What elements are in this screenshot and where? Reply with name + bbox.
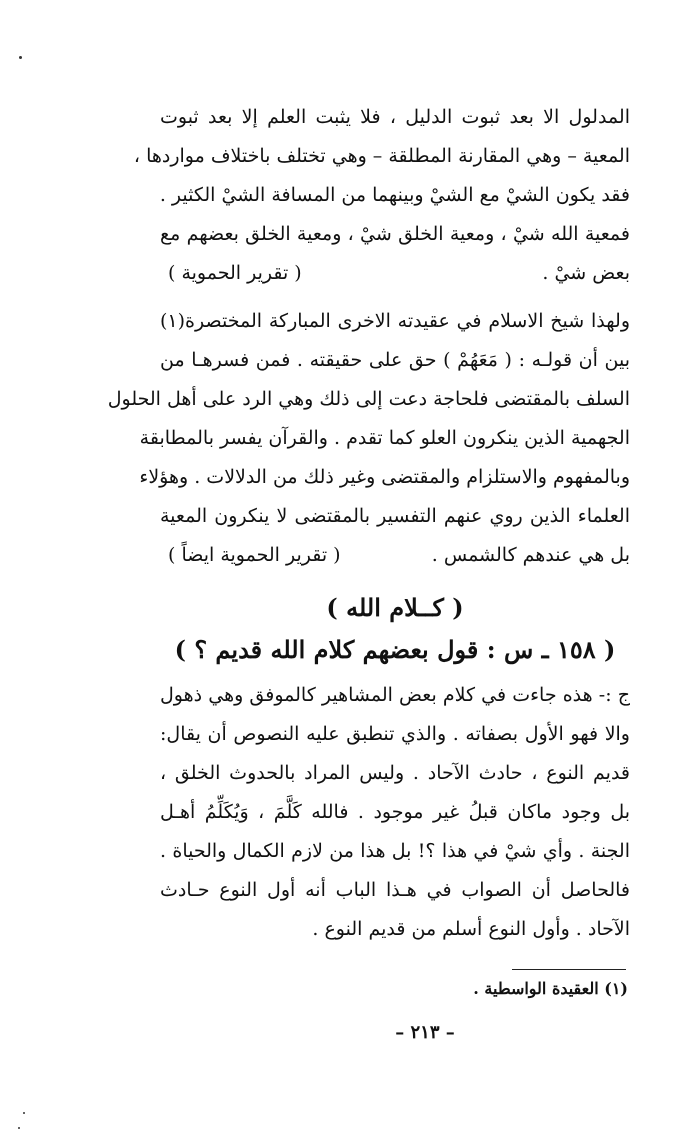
scan-speck bbox=[18, 1127, 20, 1129]
paragraph-maiya bbox=[133, 98, 630, 293]
text-line: بين أن قولـه : ( مَعَهُمْ ) حق على حقيقته . فمن فسرهـا من bbox=[160, 349, 630, 371]
text-line: والا فهو الأول بصفاته . والذي تنطبق عليه النصوص أن يقال: bbox=[160, 723, 630, 745]
text-line: ولهذا شيخ الاسلام في عقيدته الاخرى المباركة المختصرة(١) bbox=[160, 310, 630, 332]
paragraph-answer bbox=[160, 676, 630, 949]
text-line-end: بعض شيْ . bbox=[542, 262, 630, 284]
text-line: الجنة . وأي شيْ في هذا ؟! بل هذا من لازم الكمال والحياة . bbox=[160, 840, 630, 862]
text-line: الجهمية الذين ينكرون العلو كما تقدم . والقرآن يفسر بالمطابقة bbox=[139, 427, 630, 449]
text-line: السلف بالمقتضى فلحاجة دعت إلى ذلك وهي الرد على أهل الحلول bbox=[107, 388, 630, 410]
scan-speck bbox=[19, 56, 22, 59]
text-line: المدلول الا بعد ثبوت الدليل ، فلا يثبت العلم إلا بعد ثبوت bbox=[160, 106, 630, 128]
citation-source: ( تقرير الحموية ) bbox=[168, 262, 302, 284]
paragraph-sheikh-al-islam bbox=[107, 302, 630, 575]
text-line: بل وجود ماكان قبلُ غير موجود . فالله كَلَّمَ ، وَيُكَلِّمُ أهـل bbox=[160, 801, 630, 823]
text-line: ج :- هذه جاءت في كلام بعض المشاهير كالموفق وهي ذهول bbox=[160, 684, 630, 706]
scan-speck bbox=[23, 1112, 25, 1114]
text-line: وبالمفهوم والاستلزام والمقتضى وغير ذلك من الدلالات . وهؤلاء bbox=[139, 466, 630, 488]
citation-source: ( تقرير الحموية ايضاً ) bbox=[168, 544, 341, 566]
section-heading: ( كــلام الله ) bbox=[326, 593, 464, 622]
text-line: العلماء الذين روي عنهم التفسير بالمقتضى لا ينكرون المعية bbox=[160, 505, 630, 527]
footnote: (١) العقيدة الواسطية . bbox=[473, 979, 628, 998]
text-line: قديم النوع ، حادث الآحاد . وليس المراد بالحدوث الخلق ، bbox=[160, 762, 630, 784]
text-line: فقد يكون الشيْ مع الشيْ وبينهما من المسافة الشيْ الكثير . bbox=[159, 184, 630, 206]
text-line: فمعية الله شيْ ، ومعية الخلق شيْ ، ومعية الخلق بعضهم مع bbox=[160, 223, 630, 245]
text-line: فالحاصل أن الصواب في هـذا الباب أنه أول النوع حـادث bbox=[160, 879, 630, 901]
text-line: الآحاد . وأول النوع أسلم من قديم النوع . bbox=[312, 918, 630, 940]
page-number: – ٢١٣ – bbox=[395, 1022, 455, 1043]
question-heading: ( ١٥٨ ـ س : قول بعضهم كلام الله قديم ؟ ) bbox=[174, 635, 616, 664]
text-line-with-citation bbox=[160, 536, 630, 575]
footnote-divider bbox=[512, 969, 626, 970]
text-line: المعية – وهي المقارنة المطلقة – وهي تختلف باختلاف مواردها ، bbox=[133, 145, 630, 167]
text-line-with-citation bbox=[160, 254, 630, 293]
text-line-end: بل هي عندهم كالشمس . bbox=[431, 544, 630, 566]
